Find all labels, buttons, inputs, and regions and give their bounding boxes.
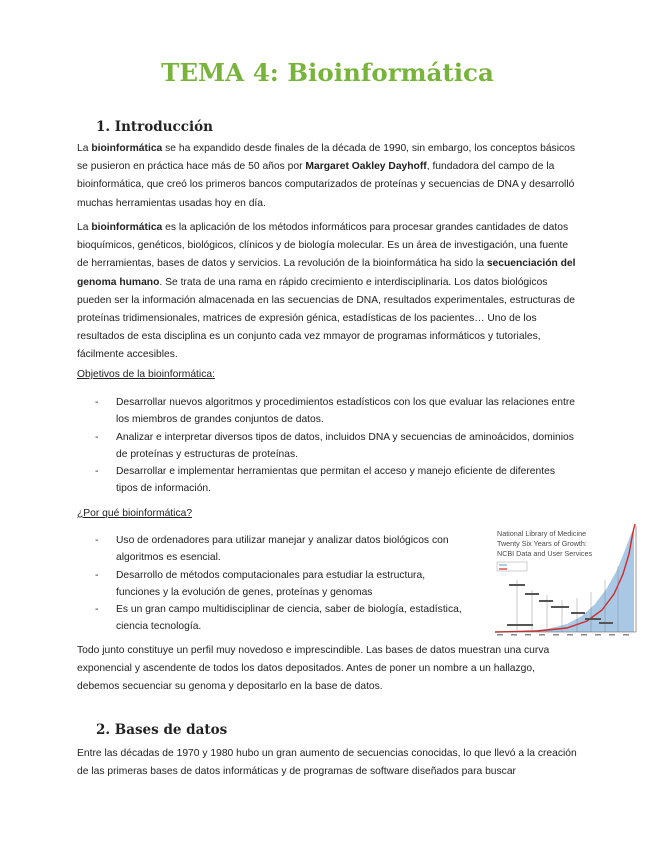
text-run: se ha expandido desde finales de la década de 1990, sin embargo, los conceptos básicos se pusieron en práctica hace más de 50 años por — [77, 143, 576, 173]
ncbi-growth-chart — [487, 520, 640, 640]
list-item-text: Analizar e interpretar diversos tipos de datos, incluidos DNA y secuencias de aminoácidos, dominios de proteínas y estructuras de proteínas. — [116, 431, 574, 460]
section-heading-bases-de-datos: 2. Bases de datos — [96, 722, 228, 738]
list-item — [95, 394, 578, 429]
dash-bullet: - — [95, 431, 99, 443]
text-run: es la aplicación de los métodos informáticos para procesar grandes cantidades de datos bioquímicos, genéticos, biológicos, clínicos y de biología molecular. Es un área de investigación, una fuente de herramientas, bases de datos y servicios. La revolución de la bioinformática ha sido la — [77, 222, 569, 270]
intro-paragraph-1 — [77, 140, 577, 213]
list-item-text: Desarrollar e implementar herramientas que permitan el acceso y manejo eficiente de diferentes tipos de información. — [116, 466, 555, 495]
figure-title-line-1: National Library of Medicine — [497, 529, 587, 538]
dash-bullet: - — [95, 569, 99, 581]
objetivos-heading: Objetivos de la bioinformática: — [77, 369, 215, 380]
list-item-text: Desarrollar nuevos algoritmos y procedimientos estadísticos con los que evaluar las relaciones entre los miembros de grandes conjuntos de datos. — [116, 397, 576, 426]
text-run: La — [77, 143, 92, 154]
list-item-text: Desarrollo de métodos computacionales para estudiar la estructura, funciones y la evolución de genes, proteínas y genomas — [116, 569, 426, 598]
text-run: La — [77, 222, 92, 233]
dash-bullet: - — [95, 604, 99, 616]
text-run: . Se trata de una rama en rápido crecimiento e interdisciplinaria. Los datos biológicos pueden ser la información almacenada en las secuencias de DNA, resultados experimentales, estructuras de proteínas tridimensionales, matrices de expresión génica, estadísticas de los pacientes… Uno de los resultados de esta disciplina es un conjunto cada vez mmayor de programas informáticos y tutoriales, fácilmente accesibles. — [77, 276, 575, 361]
bases-paragraph-1: Entre las décadas de 1970 y 1980 hubo un gran aumento de secuencias conocidas, lo que llevó a la creación de las primeras bases de datos informáticas y de programas de software diseñados para buscar — [77, 748, 577, 778]
list-item — [95, 429, 578, 464]
bold-term: bioinformática — [91, 143, 163, 154]
list-item — [95, 532, 470, 567]
section-heading-introduccion: 1. Introducción — [96, 119, 213, 135]
dash-bullet: - — [95, 397, 99, 408]
intro-paragraph-2 — [77, 219, 577, 365]
figure-title-line-2: Twenty Six Years of Growth: — [497, 539, 587, 548]
list-item — [95, 601, 470, 636]
text-run: , fundadora del campo de la bioinformática, que creó los primeros bancos computarizados de proteínas y secuencias de DNA y desarrolló muchas herramientas usadas hoy en día. — [77, 161, 575, 209]
bold-term: secuenciación del genoma humano — [77, 258, 576, 288]
list-item — [95, 567, 470, 602]
dash-bullet: - — [95, 535, 99, 546]
intro-paragraph-3: Todo junto constituye un perfil muy novedoso e imprescindible. Las bases de datos muestran una curva exponencial y ascendente de todos los datos depositados. Antes de poner un nombre a un hallazgo, debemos secuenciar su genoma y depositarlo en la base de datos. — [77, 645, 550, 693]
objetivos-list — [95, 394, 578, 498]
list-item-text: Es un gran campo multidisciplinar de ciencia, saber de biología, estadística, ciencia tecnología. — [116, 604, 462, 633]
list-item — [95, 463, 578, 498]
page-title: TEMA 4: Bioinformática — [161, 58, 494, 87]
figure-title-line-3: NCBI Data and User Services — [497, 549, 593, 558]
porque-list — [95, 532, 470, 636]
bold-name: Margaret Oakley Dayhoff — [305, 161, 427, 173]
dash-bullet: - — [95, 466, 99, 478]
bold-term: bioinformática — [91, 222, 163, 233]
chart-legend — [497, 562, 527, 571]
ncbi-growth-figure — [487, 520, 640, 640]
porque-heading: ¿Por qué bioinformática? — [77, 508, 193, 519]
list-item-text: Uso de ordenadores para utilizar manejar y analizar datos biológicos con algoritmos es esencial. — [116, 535, 449, 564]
